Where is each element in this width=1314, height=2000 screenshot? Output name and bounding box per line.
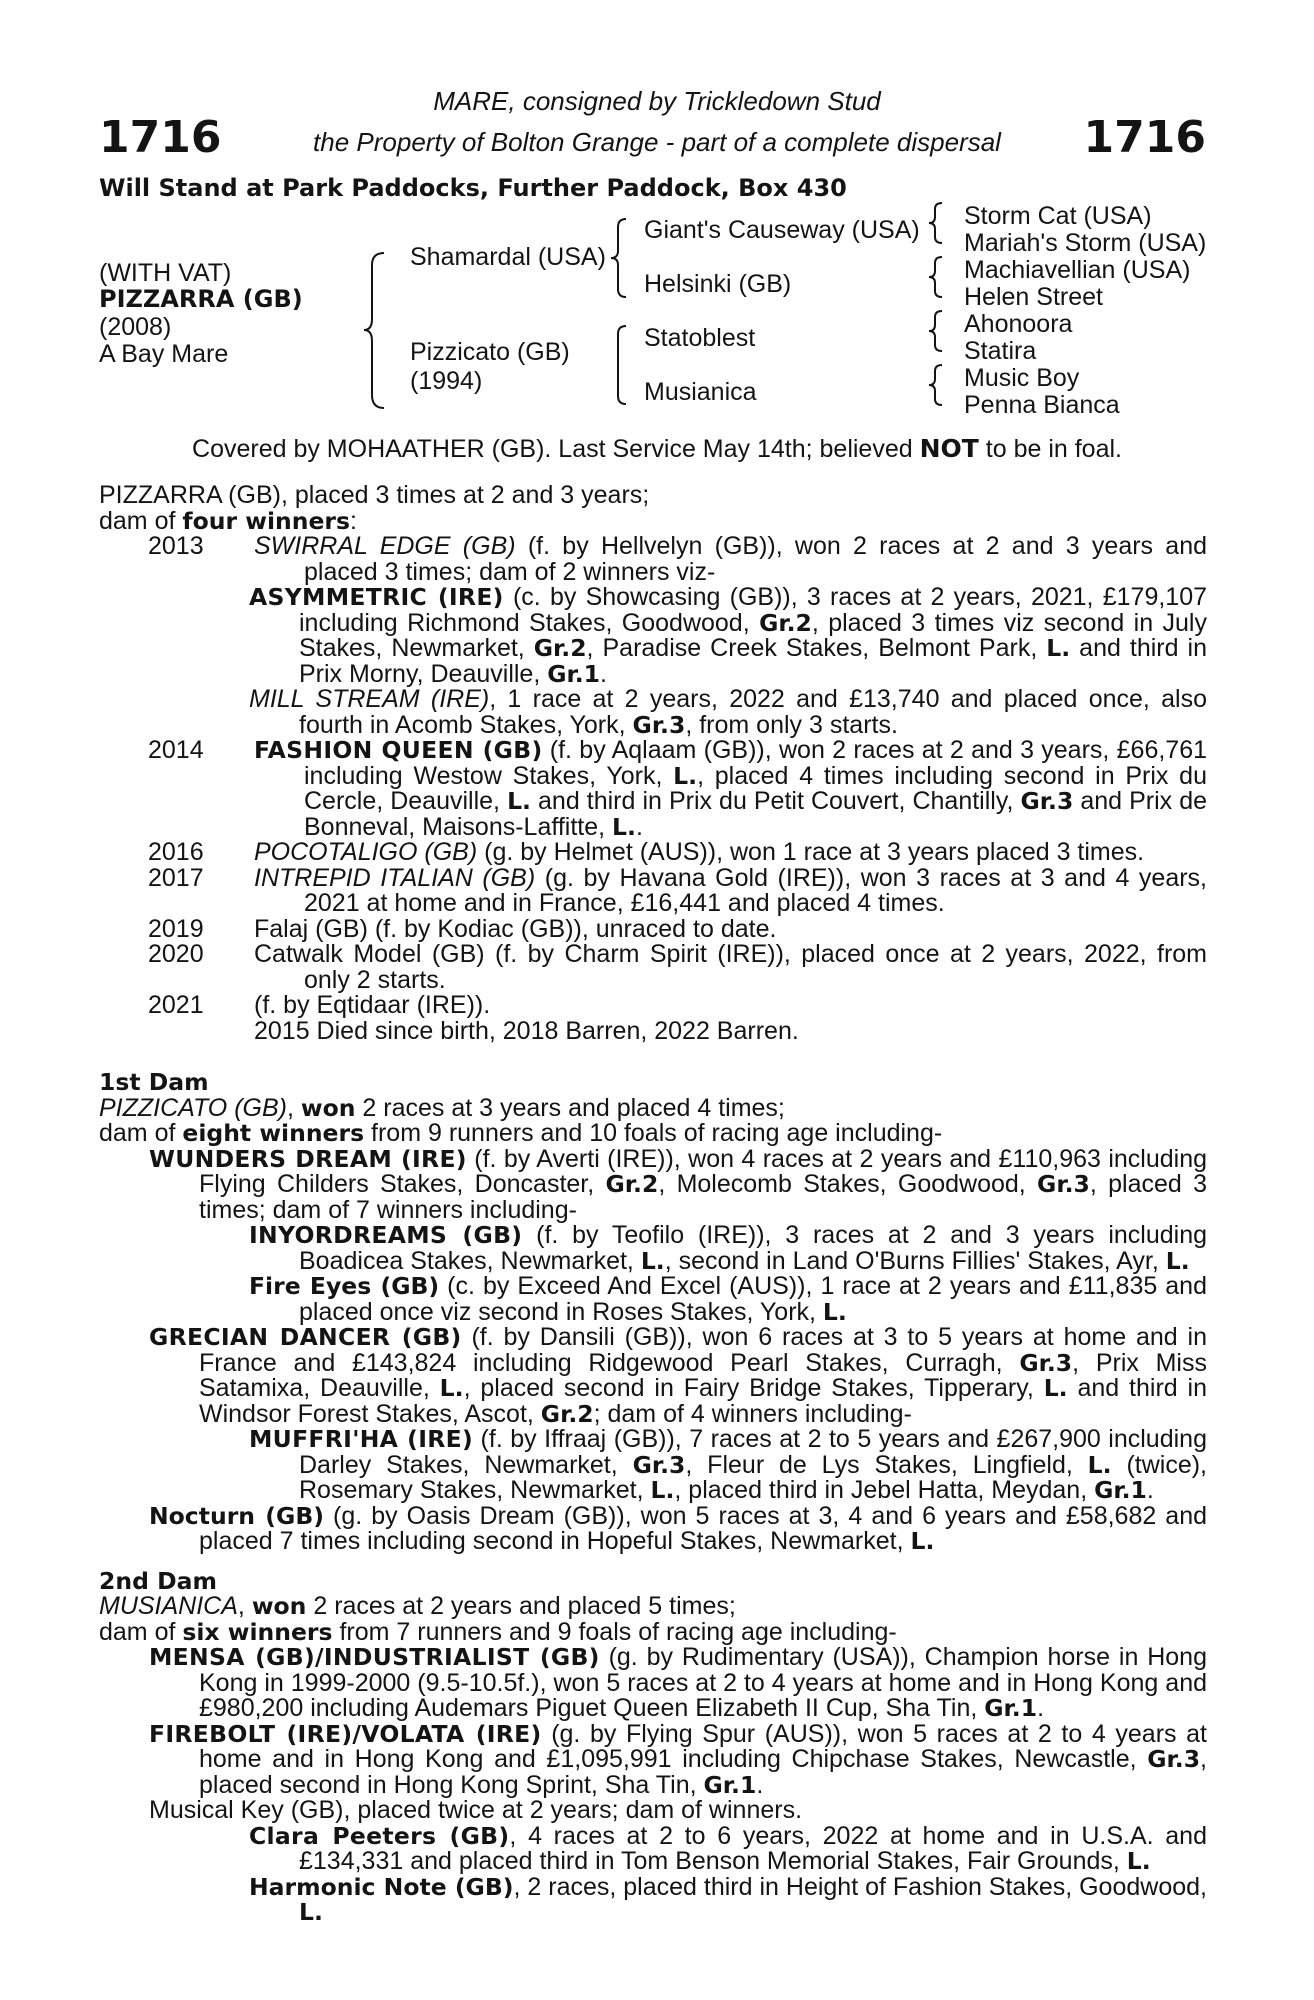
list-item: INYORDREAMS (GB) (f. by Teofilo (IRE)), 3 races at 2 and 3 years including Boadicea Stakes, Newmarket, L., second in Land O'Burns Fillies' Stakes, Ayr, L.	[249, 1221, 1207, 1275]
pedigree-bracket-sd	[930, 257, 946, 297]
list-item: GRECIAN DANCER (GB) (f. by Dansili (GB)), won 6 races at 3 to 5 years at home and in France and £143,824 including Ridgewood Pearl Stakes, Curragh, Gr.3, Prix Miss Satamixa, Deauville, L., placed second in Fairy Bridge Stakes, Tipperary, L. and third in Windsor Forest Stakes, Ascot, Gr.2; dam of 4 winners including-	[149, 1323, 1207, 1428]
pedigree-sds: Machiavellian (USA)	[964, 256, 1191, 284]
pedigree-sire-dam: Helsinki (GB)	[644, 270, 792, 298]
list-item: 2014 FASHION QUEEN (GB) (f. by Aqlaam (GB)), won 2 races at 2 and 3 years, £66,761 including Westow Stakes, York, L., placed 4 times including second in Prix du Cercle, Deauville, L. and third in Prix du Petit Couvert, Chantilly, Gr.3 and Prix de Bonneval, Maisons-Laffitte, L..	[148, 736, 1208, 841]
produce-dam-of: dam of four winners:	[99, 506, 357, 535]
first-dam-dam-of: dam of eight winners from 9 runners and 10 foals of racing age including-	[99, 1119, 943, 1147]
header-line-1: MARE, consigned by Trickledown Stud	[433, 86, 881, 116]
pedigree-dsd: Statira	[964, 337, 1037, 365]
horse-description: A Bay Mare	[99, 340, 229, 368]
catalogue-body	[99, 483, 1207, 1926]
pedigree-bracket-main	[370, 253, 394, 408]
pedigree-dss: Ahonoora	[964, 310, 1073, 338]
list-item: Harmonic Note (GB), 2 races, placed third in Height of Fashion Stakes, Goodwood, L.	[249, 1872, 1207, 1926]
pedigree-sdd: Helen Street	[964, 283, 1103, 311]
pedigree-bracket-ds	[930, 311, 946, 351]
list-item: WUNDERS DREAM (IRE) (f. by Averti (IRE)), won 4 races at 2 years and £110,963 including Flying Childers Stakes, Doncaster, Gr.2, Molecomb Stakes, Goodwood, Gr.3, placed 3 times; dam of 7 winners including-	[149, 1144, 1207, 1224]
list-item: Clara Peeters (GB), 4 races at 2 to 6 years, 2022 at home and in U.S.A. and £134,331 and placed third in Tom Benson Memorial Stakes, Fair Grounds, L.	[249, 1821, 1207, 1875]
pedigree-sire: Shamardal (USA)	[410, 243, 606, 271]
pedigree-dam-sire: Statoblest	[644, 324, 756, 352]
list-item: Nocturn (GB) (g. by Oasis Dream (GB)), won 5 races at 3, 4 and 6 years and £58,682 and placed 7 times including second in Hopeful Stakes, Newmarket, L.	[149, 1501, 1207, 1555]
pedigree-ddd: Penna Bianca	[964, 391, 1120, 419]
list-item: Musical Key (GB), placed twice at 2 years; dam of winners.	[149, 1796, 803, 1824]
list-item: 2020 Catwalk Model (GB) (f. by Charm Spirit (IRE)), placed once at 2 years, 2022, from only 2 starts.	[148, 940, 1207, 994]
pedigree-dam: Pizzicato (GB)	[410, 338, 570, 366]
pedigree-dds: Music Boy	[964, 364, 1080, 392]
first-dam-name-line: PIZZICATO (GB), won 2 races at 3 years and placed 4 times;	[99, 1093, 785, 1122]
list-item: 2013 SWIRRAL EDGE (GB) (f. by Hellvelyn (GB)), won 2 races at 2 and 3 years and placed 3 times; dam of 2 winners viz-	[148, 532, 1208, 586]
horse-name: PIZZARRA (GB)	[99, 285, 303, 313]
list-item: ASYMMETRIC (IRE) (c. by Showcasing (GB)), 3 races at 2 years, 2021, £179,107 including Richmond Stakes, Goodwood, Gr.2, placed 3 times viz second in July Stakes, Newmarket, Gr.2, Paradise Creek Stakes, Belmont Park, L. and third in Prix Morny, Deauville, Gr.1.	[249, 583, 1208, 688]
list-item: 2016 POCOTALIGO (GB) (g. by Helmet (AUS)), won 1 race at 3 years placed 3 times.	[148, 838, 1145, 866]
second-dam-name-line: MUSIANICA, won 2 races at 2 years and placed 5 times;	[99, 1592, 736, 1620]
pedigree-sire-sire: Giant's Causeway (USA)	[644, 216, 920, 244]
pedigree-bracket-dd	[930, 365, 946, 405]
list-item: Fire Eyes (GB) (c. by Exceed And Excel (AUS)), 1 race at 2 years and £11,835 and placed once viz second in Roses Stakes, York, L.	[249, 1272, 1207, 1326]
header-line-2: the Property of Bolton Grange - part of a complete dispersal	[313, 127, 1001, 157]
pedigree-bracket-sire	[614, 219, 634, 299]
pedigree-dam-year: (1994)	[410, 367, 483, 395]
second-dam-dam-of: dam of six winners from 7 runners and 9 foals of racing age including-	[99, 1617, 897, 1646]
stand-location: Will Stand at Park Paddocks, Further Paddock, Box 430	[99, 174, 847, 202]
second-dam-heading: 2nd Dam	[99, 1566, 217, 1595]
list-item: MILL STREAM (IRE), 1 race at 2 years, 2022 and £13,740 and placed once, also fourth in Acomb Stakes, York, Gr.3, from only 3 starts.	[249, 685, 1207, 739]
pedigree-sss: Storm Cat (USA)	[964, 202, 1152, 230]
list-item: 2015 Died since birth, 2018 Barren, 2022 Barren.	[254, 1016, 799, 1045]
list-item: MENSA (GB)/INDUSTRIALIST (GB) (g. by Rudimentary (USA)), Champion horse in Hong Kong in 1999-2000 (9.5-10.5f.), won 5 races at 2 to 4 years at home and in Hong Kong and £980,200 including Audemars Piguet Queen Elizabeth II Cup, Sha Tin, Gr.1.	[149, 1643, 1207, 1722]
lot-number-left: 1716	[99, 112, 222, 163]
pedigree-ssd: Mariah's Storm (USA)	[964, 229, 1207, 257]
horse-year: (2008)	[99, 313, 172, 341]
pedigree-dam-dam: Musianica	[644, 378, 757, 406]
list-item: FIREBOLT (IRE)/VOLATA (IRE) (g. by Flying Spur (AUS)), won 5 races at 2 to 4 years at home and in Hong Kong and £1,095,991 including Chipchase Stakes, Newcastle, Gr.3, placed second in Hong Kong Sprint, Sha Tin, Gr.1.	[149, 1719, 1207, 1799]
pedigree-bracket-dam	[614, 326, 634, 406]
list-item: 2017 INTREPID ITALIAN (GB) (g. by Havana Gold (IRE)), won 3 races at 3 and 4 years, 2021 at home and in France, £16,441 and placed 4 times.	[148, 863, 1207, 917]
produce-summary: PIZZARRA (GB), placed 3 times at 2 and 3 years;	[99, 481, 650, 509]
list-item: MUFFRI'HA (IRE) (f. by Iffraaj (GB)), 7 races at 2 to 5 years and £267,900 including Darley Stakes, Newmarket, Gr.3, Fleur de Lys Stakes, Lingfield, L. (twice), Rosemary Stakes, Newmarket, L., placed third in Jebel Hatta, Meydan, Gr.1.	[249, 1425, 1207, 1504]
first-dam-heading: 1st Dam	[99, 1068, 209, 1096]
vat-label: (WITH VAT)	[99, 259, 232, 287]
pedigree-bracket-ss	[930, 203, 946, 243]
list-item: 2021 (f. by Eqtidaar (IRE)).	[148, 991, 491, 1019]
covered-statement: Covered by MOHAATHER (GB). Last Service May 14th; believed NOT to be in foal.	[192, 434, 1122, 463]
lot-number-right: 1716	[1083, 112, 1206, 163]
list-item: 2019 Falaj (GB) (f. by Kodiac (GB)), unraced to date.	[148, 914, 777, 943]
